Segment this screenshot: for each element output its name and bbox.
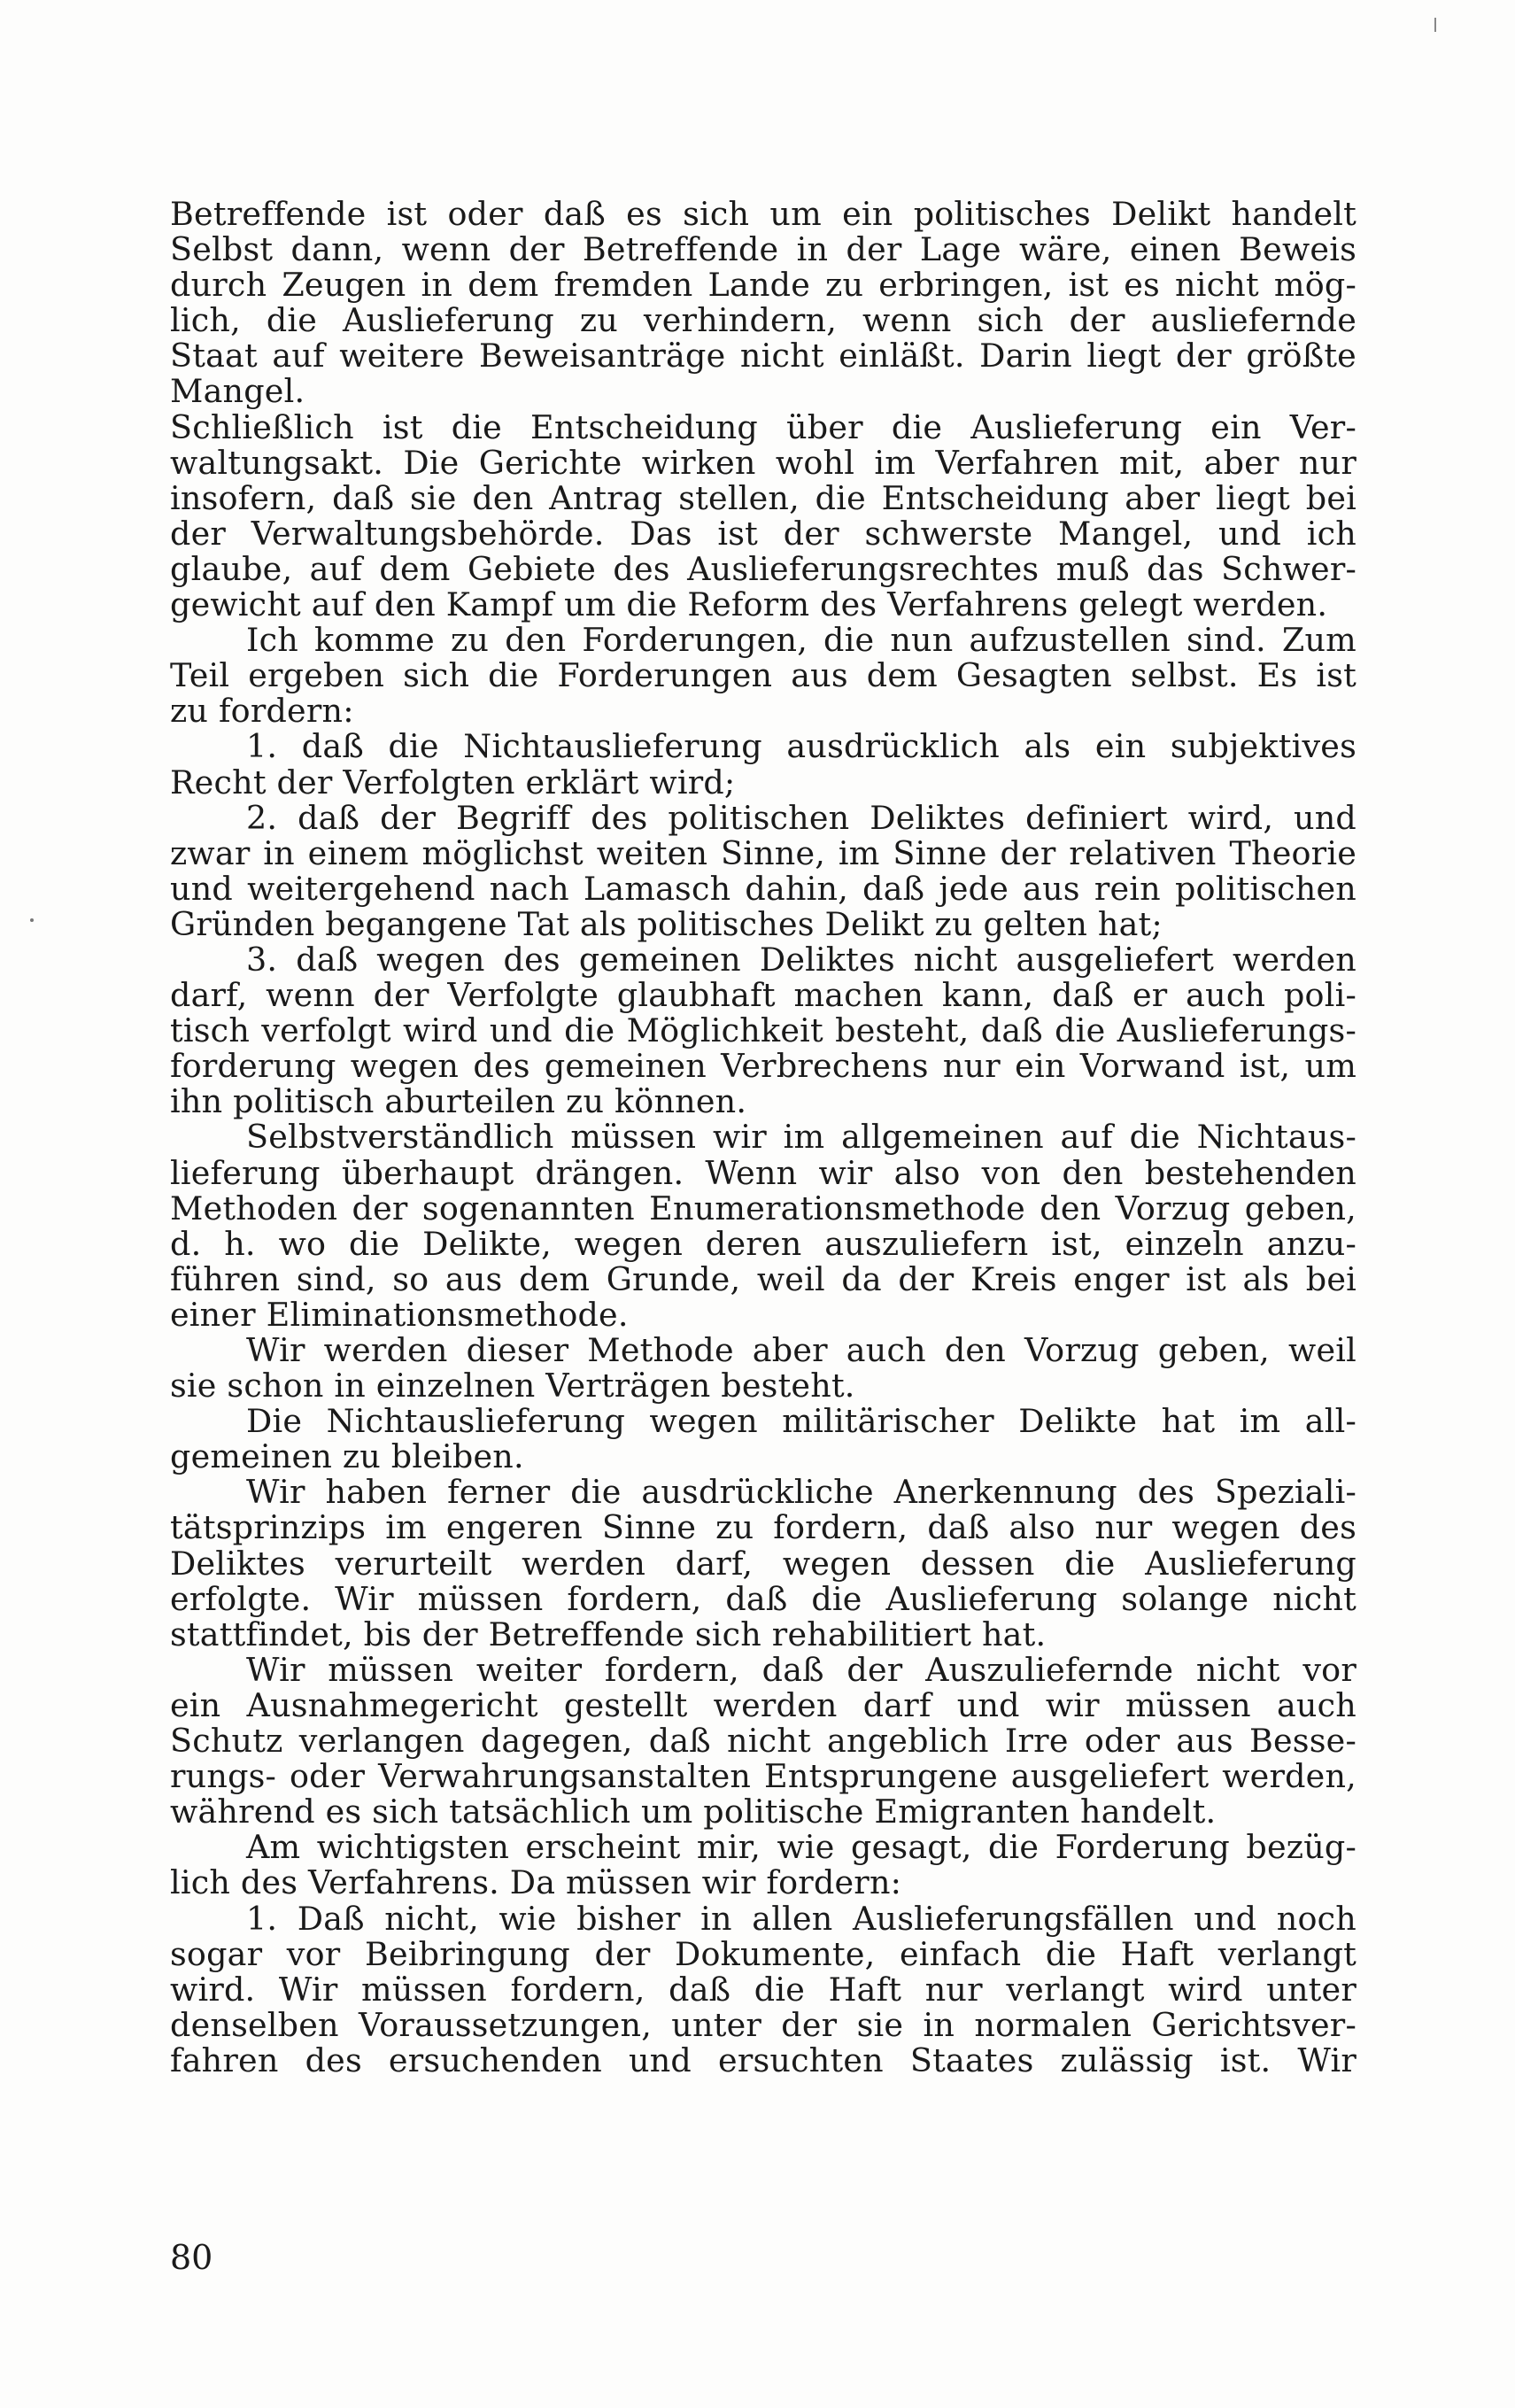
text-line: erfolgte. Wir müssen fordern, daß die Auslieferung solange nicht bbox=[170, 1579, 1357, 1618]
text-line: d. h. wo die Delikte, wegen deren auszuliefern ist, einzeln anzu- bbox=[170, 1224, 1357, 1263]
text-line: gemeinen zu bleiben. bbox=[170, 1437, 524, 1476]
text-line: durch Zeugen in dem fremden Lande zu erbringen, ist es nicht mög- bbox=[170, 266, 1357, 305]
text-line: gewicht auf den Kampf um die Reform des Verfahrens gelegt werden. bbox=[170, 585, 1328, 624]
text-line: einer Eliminationsmethode. bbox=[170, 1295, 629, 1334]
text-line: Ich komme zu den Forderungen, die nun aufzustellen sind. Zum bbox=[246, 621, 1357, 660]
text-line: glaube, auf dem Gebiete des Auslieferungsrechtes muß das Schwer- bbox=[170, 549, 1357, 588]
text-line: lich, die Auslieferung zu verhindern, wenn sich der ausliefernde bbox=[170, 301, 1357, 340]
body-text bbox=[170, 197, 1357, 2079]
text-line: Teil ergeben sich die Forderungen aus dem Gesagten selbst. Es ist bbox=[170, 656, 1357, 695]
text-line: Staat auf weitere Beweisanträge nicht einläßt. Darin liegt der größte bbox=[170, 337, 1357, 376]
text-line: Schutz verlangen dagegen, daß nicht angeblich Irre oder aus Besse- bbox=[170, 1722, 1357, 1761]
text-line: Deliktes verurteilt werden darf, wegen dessen die Auslieferung bbox=[170, 1544, 1357, 1583]
text-line: Die Nichtauslieferung wegen militärischer Delikte hat im all- bbox=[246, 1402, 1357, 1441]
text-line: lich des Verfahrens. Da müssen wir fordern: bbox=[170, 1863, 902, 1902]
text-line: Wir müssen weiter fordern, daß der Auszuliefernde nicht vor bbox=[246, 1650, 1357, 1689]
text-line: waltungsakt. Die Gerichte wirken wohl im Verfahren mit, aber nur bbox=[170, 443, 1357, 482]
text-line: Wir werden dieser Methode aber auch den Vorzug geben, weil bbox=[246, 1331, 1357, 1369]
text-line: Betreffende ist oder daß es sich um ein politisches Delikt handelt bbox=[170, 195, 1357, 233]
text-line: sogar vor Beibringung der Dokumente, einfach die Haft verlangt bbox=[170, 1934, 1357, 1973]
text-line: stattfindet, bis der Betreffende sich rehabilitiert hat. bbox=[170, 1614, 1047, 1653]
text-line: Gründen begangene Tat als politisches Delikt zu gelten hat; bbox=[170, 904, 1163, 943]
text-line: fahren des ersuchenden und ersuchten Staates zulässig ist. Wir bbox=[170, 2040, 1357, 2079]
text-line: 1. Daß nicht, wie bisher in allen Auslieferungsfällen und noch bbox=[246, 1899, 1357, 1938]
text-line: forderung wegen des gemeinen Verbrechens nur ein Vorwand ist, um bbox=[170, 1047, 1357, 1086]
text-line: zwar in einem möglichst weiten Sinne, im Sinne der relativen Theorie bbox=[170, 833, 1357, 872]
text-line: tisch verfolgt wird und die Möglichkeit besteht, daß die Auslieferungs- bbox=[170, 1011, 1357, 1050]
text-line: 3. daß wegen des gemeinen Deliktes nicht ausgeliefert werden bbox=[246, 940, 1357, 979]
text-line: 1. daß die Nichtauslieferung ausdrücklich als ein subjektives bbox=[246, 727, 1357, 766]
text-line: Am wichtigsten erscheint mir, wie gesagt, die Forderung bezüg- bbox=[246, 1828, 1357, 1867]
text-line: zu fordern: bbox=[170, 692, 354, 731]
text-line: insofern, daß sie den Antrag stellen, die Entscheidung aber liegt bei bbox=[170, 478, 1357, 517]
text-line: führen sind, so aus dem Grunde, weil da der Kreis enger ist als bei bbox=[170, 1259, 1357, 1298]
text-line: Schließlich ist die Entscheidung über die Auslieferung ein Ver- bbox=[170, 407, 1357, 446]
text-line: rungs- oder Verwahrungsanstalten Entsprungene ausgeliefert werden, bbox=[170, 1757, 1357, 1796]
text-line: wird. Wir müssen fordern, daß die Haft nur verlangt wird unter bbox=[170, 1970, 1357, 2009]
page-number: 80 bbox=[170, 2238, 213, 2277]
text-line: ein Ausnahmegericht gestellt werden darf und wir müssen auch bbox=[170, 1685, 1357, 1724]
text-line: und weitergehend nach Lamasch dahin, daß jede aus rein politischen bbox=[170, 869, 1357, 908]
text-line: sie schon in einzelnen Verträgen besteht. bbox=[170, 1367, 855, 1405]
text-line: während es sich tatsächlich um politische Emigranten handelt. bbox=[170, 1792, 1217, 1831]
text-line: Wir haben ferner die ausdrückliche Anerkennung des Speziali- bbox=[246, 1473, 1357, 1512]
scan-speck bbox=[30, 918, 34, 922]
text-line: Recht der Verfolgten erklärt wird; bbox=[170, 763, 736, 801]
text-line: darf, wenn der Verfolgte glaubhaft machen kann, daß er auch poli- bbox=[170, 976, 1357, 1015]
text-line: Mangel. bbox=[170, 372, 305, 411]
text-line: Selbst dann, wenn der Betreffende in der Lage wäre, einen Beweis bbox=[170, 230, 1357, 269]
text-line: ihn politisch aburteilen zu können. bbox=[170, 1082, 747, 1121]
text-line: denselben Voraussetzungen, unter der sie in normalen Gerichtsver- bbox=[170, 2005, 1357, 2044]
text-line: 2. daß der Begriff des politischen Deliktes definiert wird, und bbox=[246, 798, 1357, 837]
text-line: tätsprinzips im engeren Sinne zu fordern, daß also nur wegen des bbox=[170, 1508, 1357, 1547]
text-line: Selbstverständlich müssen wir im allgemeinen auf die Nichtaus- bbox=[246, 1118, 1357, 1157]
text-line: Methoden der sogenannten Enumerationsmethode den Vorzug geben, bbox=[170, 1189, 1357, 1227]
text-line: lieferung überhaupt drängen. Wenn wir also von den bestehenden bbox=[170, 1153, 1357, 1192]
text-line: der Verwaltungsbehörde. Das ist der schwerste Mangel, und ich bbox=[170, 514, 1357, 553]
scan-edge-mark bbox=[1434, 18, 1436, 32]
